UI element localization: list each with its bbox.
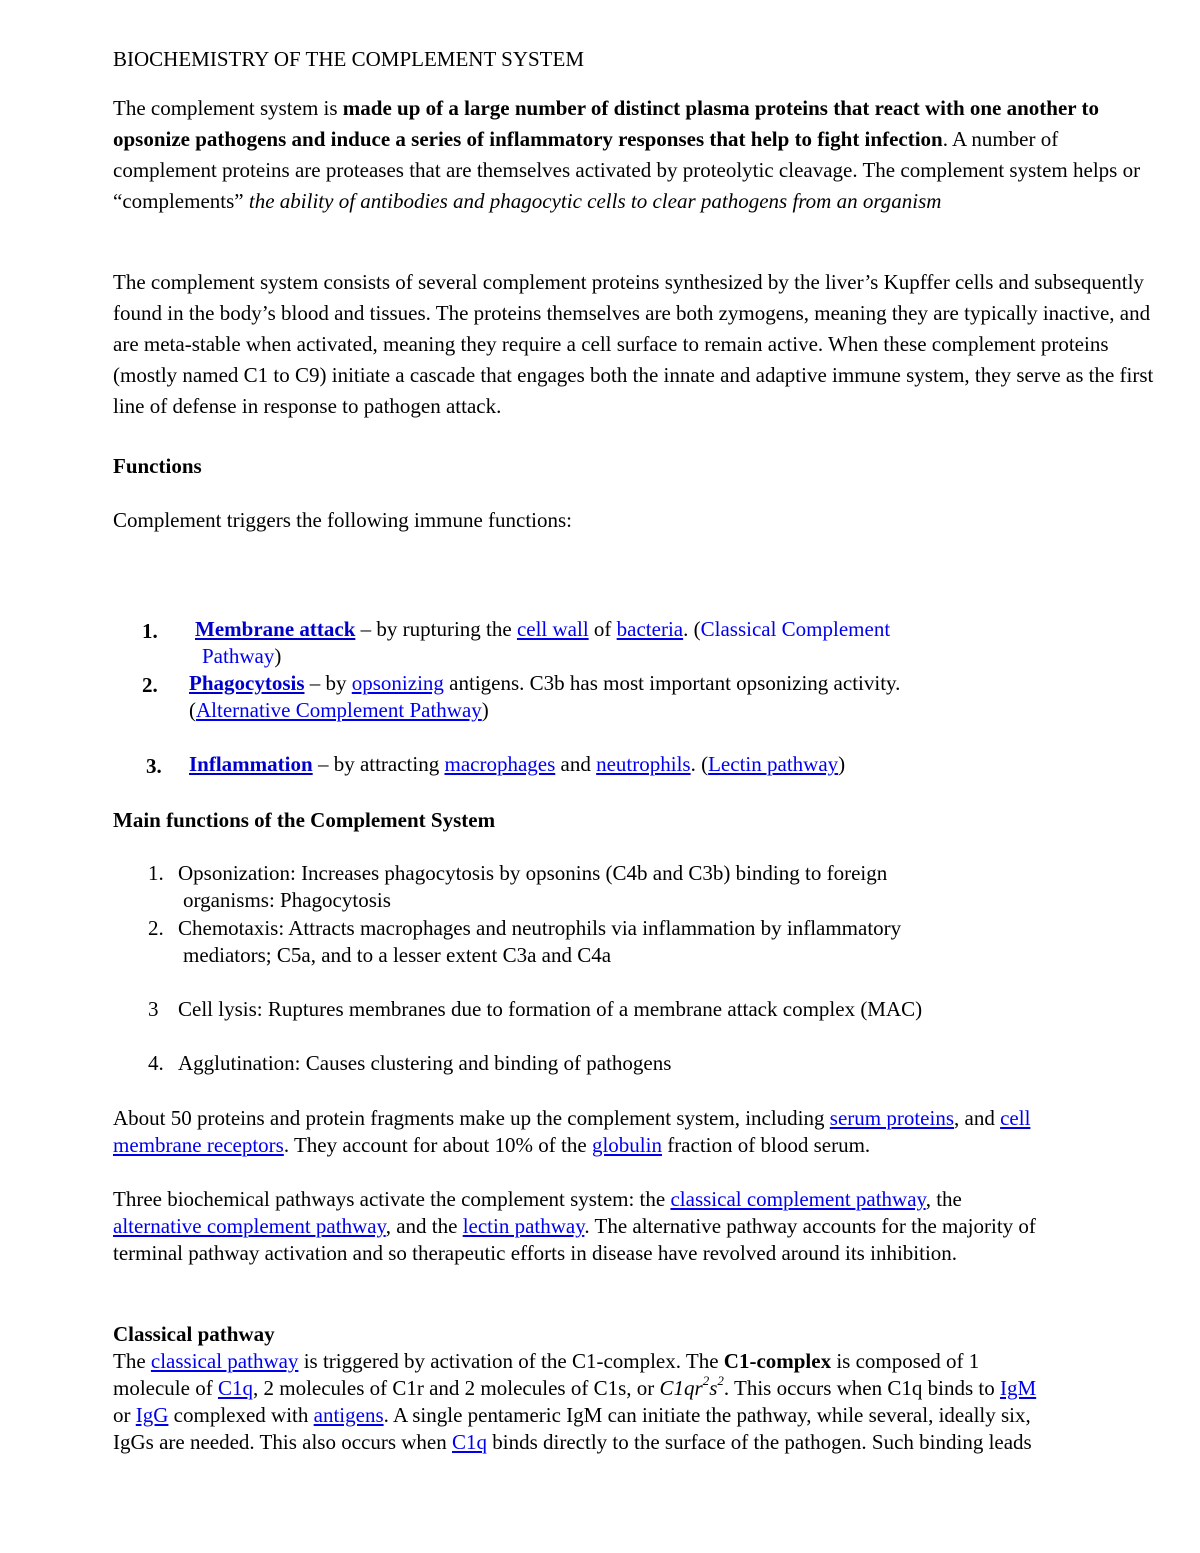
function-item-phagocytosis bbox=[189, 670, 900, 697]
inflammation-link[interactable]: Inflammation bbox=[189, 752, 313, 776]
para-text: Three biochemical pathways activate the complement system: the bbox=[113, 1187, 671, 1211]
neutrophils-link[interactable]: neutrophils bbox=[596, 752, 691, 776]
paren-close: ) bbox=[481, 698, 489, 722]
classical-pathway-heading: Classical pathway bbox=[113, 1322, 275, 1346]
para-text: IgGs are needed. This also occurs when bbox=[113, 1430, 453, 1454]
antigens-link[interactable]: antigens bbox=[313, 1403, 384, 1427]
igm-link[interactable]: IgM bbox=[999, 1376, 1037, 1400]
function-text: ) bbox=[838, 752, 846, 776]
c1q-link[interactable]: C1q bbox=[217, 1376, 253, 1400]
main-function-number: 3 bbox=[148, 997, 159, 1021]
cell-wall-link[interactable]: cell wall bbox=[516, 617, 589, 641]
function-number: 3. bbox=[146, 754, 162, 778]
document-title: BIOCHEMISTRY OF THE COMPLEMENT SYSTEM bbox=[113, 47, 585, 71]
opsonizing-link[interactable]: opsonizing bbox=[351, 671, 444, 695]
proteins-paragraph-line1 bbox=[113, 1105, 1030, 1132]
c1qr2s2-formula bbox=[659, 1373, 724, 1400]
para-text: , and bbox=[954, 1106, 1001, 1130]
intro-italic-text: the ability of antibodies and phagocytic cells to clear pathogens from an organism bbox=[248, 189, 942, 213]
function-text: – by bbox=[304, 671, 352, 695]
main-function-chemotaxis-cont: mediators; C5a, and to a lesser extent C3a and C4a bbox=[183, 943, 612, 967]
kupffer-paragraph: The complement system consists of several complement proteins synthesized by the liver’s Kupffer cells and subsequently found in the body’s blood and tissues. The proteins themselves are both zymogens, meaning they are typically inactive, and are meta-stable when activated, meaning they require a cell surface to remain active. When these complement proteins (mostly named C1 to C9) initiate a cascade that engages both the innate and adaptive immune system, they serve as the first line of defense in response to pathogen attack. bbox=[113, 270, 1154, 418]
classical-complement-text: Classical Complement bbox=[700, 617, 891, 641]
function-item-membrane-attack-cont bbox=[202, 643, 281, 670]
function-item-membrane-attack bbox=[195, 616, 890, 643]
para-text: The bbox=[113, 1349, 151, 1373]
function-text: antigens. C3b has most important opsonizing activity. bbox=[443, 671, 901, 695]
para-text: , and the bbox=[385, 1214, 463, 1238]
serum-proteins-link[interactable]: serum proteins bbox=[829, 1106, 955, 1130]
function-text: – by attracting bbox=[312, 752, 445, 776]
para-text: . The alternative pathway accounts for the majority of bbox=[584, 1214, 1036, 1238]
lectin-pathway-link[interactable]: Lectin pathway bbox=[708, 752, 839, 776]
cell-membrane-receptors-link[interactable]: membrane receptors bbox=[113, 1133, 284, 1157]
membrane-attack-link[interactable]: Membrane attack bbox=[195, 617, 356, 641]
formula-sup: 2 bbox=[702, 1373, 710, 1388]
para-text: About 50 proteins and protein fragments make up the complement system, including bbox=[113, 1106, 830, 1130]
alternative-complement-pathway-link[interactable]: Alternative Complement Pathway bbox=[196, 698, 482, 722]
main-function-number: 2. bbox=[148, 916, 164, 940]
pathway-text: Pathway bbox=[202, 644, 275, 668]
functions-intro: Complement triggers the following immune functions: bbox=[113, 508, 573, 532]
c1q-link[interactable]: C1q bbox=[452, 1430, 488, 1454]
classical-line2 bbox=[113, 1375, 1036, 1402]
para-text: binds directly to the surface of the pathogen. Such binding leads bbox=[487, 1430, 1032, 1454]
intro-bold-text: made up of a large number of distinct plasma proteins that react with one another to opsonize pathogens and induce a series of inflammatory responses that help to fight infection bbox=[113, 96, 1099, 151]
function-number: 1. bbox=[142, 619, 158, 643]
para-text: is triggered by activation of the C1-complex. The bbox=[298, 1349, 724, 1373]
pathways-paragraph-line2 bbox=[113, 1213, 1036, 1240]
function-text: and bbox=[555, 752, 597, 776]
classical-pathway-link[interactable]: classical pathway bbox=[150, 1349, 299, 1373]
main-function-agglutination: Agglutination: Causes clustering and binding of pathogens bbox=[178, 1051, 672, 1075]
intro-paragraph bbox=[113, 93, 1158, 217]
para-text: or bbox=[113, 1403, 136, 1427]
proteins-paragraph-line2 bbox=[113, 1132, 870, 1159]
para-text: is composed of 1 bbox=[831, 1349, 980, 1373]
macrophages-link[interactable]: macrophages bbox=[444, 752, 556, 776]
bacteria-link[interactable]: bacteria bbox=[616, 617, 684, 641]
cell-membrane-receptors-link[interactable]: cell bbox=[1000, 1106, 1031, 1130]
function-item-inflammation bbox=[189, 751, 845, 778]
phagocytosis-link[interactable]: Phagocytosis bbox=[189, 671, 305, 695]
functions-heading: Functions bbox=[113, 454, 202, 478]
main-function-opsonization: Opsonization: Increases phagocytosis by opsonins (C4b and C3b) binding to foreign bbox=[178, 861, 888, 885]
alternative-complement-pathway-link[interactable]: alternative complement pathway bbox=[113, 1214, 386, 1238]
main-functions-heading: Main functions of the Complement System bbox=[113, 808, 496, 832]
para-text: . A single pentameric IgM can initiate the pathway, while several, ideally six, bbox=[383, 1403, 1031, 1427]
classical-complement-pathway-link[interactable]: classical complement pathway bbox=[670, 1187, 926, 1211]
intro-text-1: The complement system is bbox=[113, 96, 343, 120]
main-function-number: 1. bbox=[148, 861, 164, 885]
function-text: . ( bbox=[683, 617, 701, 641]
para-text: molecule of bbox=[113, 1376, 218, 1400]
classical-line1 bbox=[113, 1348, 979, 1375]
paren-open: ( bbox=[189, 698, 196, 722]
function-text: of bbox=[588, 617, 617, 641]
para-text: , the bbox=[925, 1187, 962, 1211]
main-function-chemotaxis: Chemotaxis: Attracts macrophages and neutrophils via inflammation by inflammatory bbox=[178, 916, 902, 940]
classical-line4 bbox=[113, 1429, 1032, 1456]
para-text: , 2 molecules of C1r and 2 molecules of C1s, or bbox=[252, 1376, 660, 1400]
function-text: ) bbox=[274, 644, 282, 668]
c1-complex-bold: C1-complex bbox=[723, 1349, 832, 1373]
igg-link[interactable]: IgG bbox=[135, 1403, 169, 1427]
formula-part: C1qr bbox=[659, 1376, 703, 1400]
main-function-opsonization-cont: organisms: Phagocytosis bbox=[183, 888, 391, 912]
main-function-number: 4. bbox=[148, 1051, 164, 1075]
para-text: . They account for about 10% of the bbox=[283, 1133, 592, 1157]
function-item-phagocytosis-cont bbox=[189, 697, 489, 724]
para-text: . This occurs when C1q binds to bbox=[723, 1376, 1000, 1400]
para-text: fraction of blood serum. bbox=[661, 1133, 871, 1157]
pathways-paragraph-line3: terminal pathway activation and so therapeutic efforts in disease have revolved around its inhibition. bbox=[113, 1241, 958, 1265]
para-text: complexed with bbox=[168, 1403, 314, 1427]
globulin-link[interactable]: globulin bbox=[591, 1133, 662, 1157]
formula-sup: 2 bbox=[717, 1373, 724, 1388]
function-number: 2. bbox=[142, 673, 158, 697]
lectin-pathway-link[interactable]: lectin pathway bbox=[462, 1214, 585, 1238]
formula-part: s bbox=[709, 1376, 718, 1400]
classical-line3 bbox=[113, 1402, 1031, 1429]
function-text: . ( bbox=[690, 752, 709, 776]
intro-text-2: . A number of complement proteins are proteases that are themselves activated by proteolytic cleavage. The complement system helps or “complements” bbox=[113, 127, 1141, 213]
function-text: – by rupturing the bbox=[355, 617, 517, 641]
pathways-paragraph-line1 bbox=[113, 1186, 962, 1213]
main-function-cell-lysis: Cell lysis: Ruptures membranes due to formation of a membrane attack complex (MAC) bbox=[178, 997, 923, 1021]
